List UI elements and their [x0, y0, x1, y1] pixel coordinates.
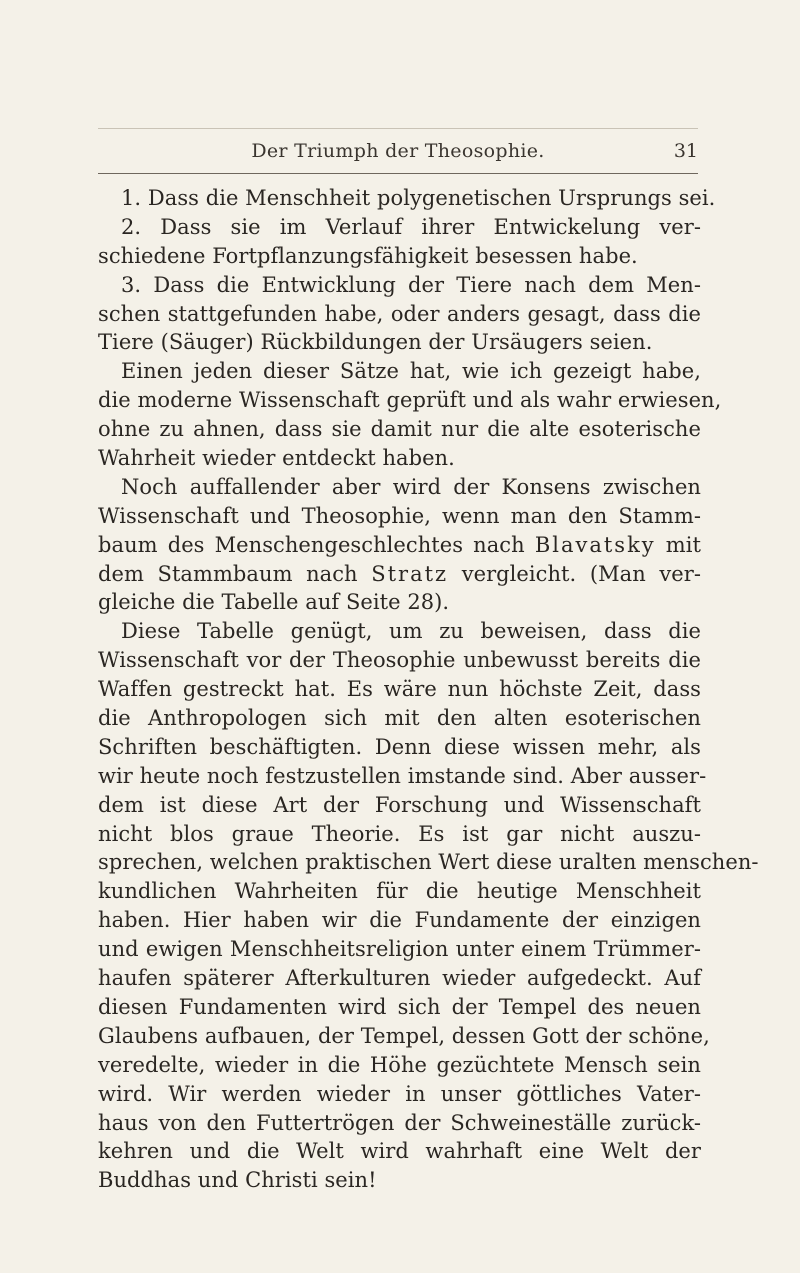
text-segment: vergleicht. (Man ver-: [461, 561, 701, 586]
page-number: 31: [673, 140, 698, 162]
text-line: sprechen, welchen praktischen Wert diese uralten menschen-: [98, 850, 759, 875]
text-line: die Anthropologen sich mit den alten esoterischen: [98, 706, 701, 731]
author-name-blavatsky: Blavatsky: [534, 532, 656, 557]
text-line: dem ist diese Art der Forschung und Wissenschaft: [98, 792, 701, 817]
text-line: kehren und die Welt wird wahrhaft eine Welt der: [98, 1139, 701, 1164]
header-rule: [98, 173, 698, 174]
text-line: haus von den Futtertrögen der Schweineställe zurück-: [98, 1110, 701, 1135]
text-line: Wissenschaft vor der Theosophie unbewusst bereits die: [98, 648, 701, 673]
text-line: 3. Dass die Entwicklung der Tiere nach dem Men-: [121, 272, 701, 297]
text-line: Einen jeden dieser Sätze hat, wie ich gezeigt habe,: [121, 359, 701, 384]
text-line: Buddhas und Christi sein!: [98, 1168, 377, 1193]
text-segment: mit: [665, 532, 701, 557]
text-line: [98, 531, 701, 560]
text-line: 1. Dass die Menschheit polygenetischen Ursprungs sei.: [121, 186, 716, 210]
text-line: Waffen gestreckt hat. Es wäre nun höchste Zeit, dass: [98, 677, 701, 702]
text-line: schiedene Fortpflanzungsfähigkeit besessen habe.: [98, 243, 638, 268]
text-segment: baum des Menschengeschlechtes nach: [98, 532, 525, 557]
text-line: gleiche die Tabelle auf Seite 28).: [98, 590, 450, 615]
author-name-stratz: Stratz: [371, 561, 449, 586]
text-line: Wissenschaft und Theosophie, wenn man den Stamm-: [98, 503, 701, 528]
text-line: veredelte, wieder in die Höhe gezüchtete Mensch sein: [98, 1052, 701, 1077]
running-header: [98, 140, 698, 166]
text-line: nicht blos graue Theorie. Es ist gar nicht auszu-: [98, 821, 701, 846]
text-line: die moderne Wissenschaft geprüft und als wahr erwiesen,: [98, 388, 722, 413]
text-line: diesen Fundamenten wird sich der Tempel des neuen: [98, 994, 701, 1019]
text-line: Noch auffallender aber wird der Konsens zwischen: [121, 474, 701, 499]
text-line: schen stattgefunden habe, oder anders gesagt, dass die: [98, 301, 701, 326]
text-line: Tiere (Säuger) Rückbildungen der Ursäugers seien.: [98, 330, 653, 355]
text-line: haben. Hier haben wir die Fundamente der einzigen: [98, 908, 701, 933]
text-line: Wahrheit wieder entdeckt haben.: [98, 446, 455, 471]
text-line: kundlichen Wahrheiten für die heutige Menschheit: [98, 879, 701, 904]
text-line: haufen späterer Afterkulturen wieder aufgedeckt. Auf: [98, 966, 701, 991]
text-line: 2. Dass sie im Verlauf ihrer Entwickelung ver-: [121, 214, 701, 239]
running-title: Der Triumph der Theosophie.: [251, 140, 545, 162]
text-line: Glaubens aufbauen, der Tempel, dessen Gott der schöne,: [98, 1023, 710, 1048]
text-line: Schriften beschäftigten. Denn diese wissen mehr, als: [98, 734, 701, 759]
body-text: [98, 184, 759, 1195]
top-edge-line: [98, 128, 698, 129]
text-line: und ewigen Menschheitsreligion unter einem Trümmer-: [98, 937, 701, 962]
text-segment: dem Stammbaum nach: [98, 561, 358, 586]
text-line: ohne zu ahnen, dass sie damit nur die alte esoterische: [98, 417, 701, 442]
text-line: wir heute noch festzustellen imstande sind. Aber ausser-: [98, 763, 707, 788]
text-line: Diese Tabelle genügt, um zu beweisen, dass die: [121, 619, 701, 644]
text-line: wird. Wir werden wieder in unser göttliches Vater-: [98, 1081, 701, 1106]
text-line: [98, 560, 701, 589]
